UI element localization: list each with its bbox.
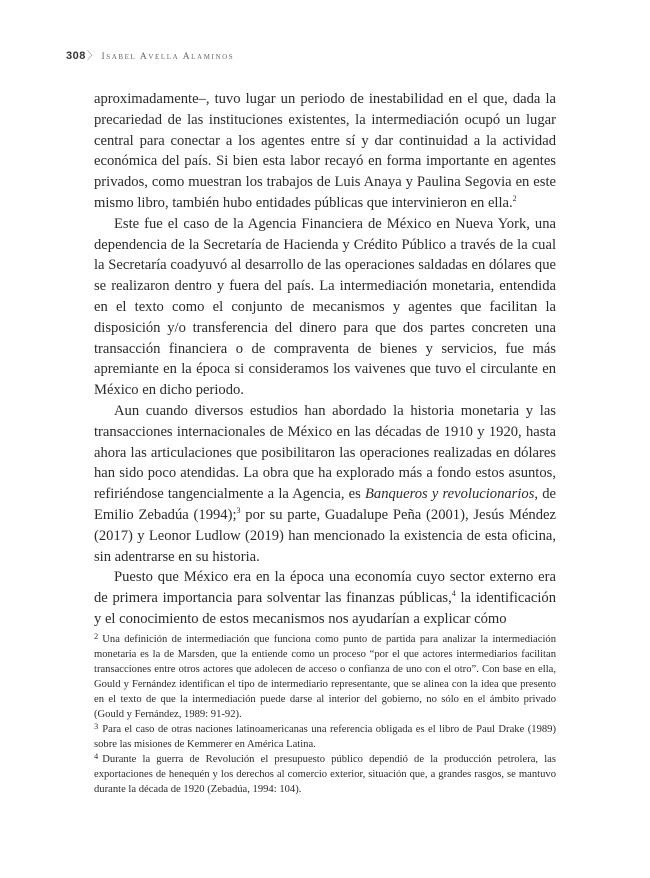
- book-title: Banqueros y revolucionarios: [365, 486, 535, 503]
- paragraph-4-text-a: Puesto que México era en la época una economía cuyo sector externo era de primera importancia para solventar las finanzas públicas,: [94, 569, 556, 607]
- body-text: [94, 89, 556, 630]
- footnote-4: [94, 752, 556, 797]
- paragraph-1-text: aproximadamente–, tuvo lugar un periodo de inestabilidad en el que, dada la precariedad de las instituciones existentes, la intermediación ocupó un lugar central para conectar a los agentes entre sí y dar continuidad a la actividad económica del país. Si bien esta labor recayó en forma importante en agentes privados, como muestran los trabajos de Luis Anaya y Paulina Segovia en este mismo libro, también hubo entidades públicas que intervinieron en ella.: [94, 91, 556, 211]
- footnote-4-text: Durante la guerra de Revolución el presupuesto público dependió de la producción petrolera, las exportaciones de henequén y los derechos al comercio exterior, situación que, a grandes rasgos, se mantuvo durante la década de 1920 (Zebadúa, 1994: 104).: [94, 754, 556, 795]
- footnote-3-text: Para el caso de otras naciones latinoamericanas una referencia obligada es el libro de Paul Drake (1989) sobre las misiones de Kemmerer en América Latina.: [94, 724, 556, 750]
- paragraph-4: [94, 567, 556, 629]
- footnote-3-number: 3: [94, 721, 99, 731]
- footnote-ref-3[interactable]: 3: [236, 505, 241, 515]
- running-head: [66, 47, 234, 63]
- paragraph-2: [94, 214, 556, 401]
- header-separator: 〉: [86, 50, 100, 62]
- paragraph-2-text: Este fue el caso de la Agencia Financiera de México en Nueva York, una dependencia de la Secretaría de Hacienda y Crédito Público a través de la cual la Secretaría coadyuvó al desarrollo de las operaciones saldadas en dólares que se realizaron dentro y fuera del país. La intermediación monetaria, entendida en el texto como el conjunto de mecanismos y agentes que facilitan la disposición y/o transferencia del dinero para que dos partes concreten una transacción financiera o de compraventa de bienes y servicios, fue más apremiante en la época si consideramos los vaivenes que tuvo el circulante en México en dicho periodo.: [94, 215, 556, 399]
- running-head-author: Isabel Avella Alaminos: [101, 52, 235, 62]
- paragraph-1: [94, 89, 556, 214]
- footnote-2: [94, 632, 556, 722]
- footnote-2-number: 2: [94, 631, 99, 641]
- paragraph-3-text-c: por su parte, Guadalupe Peña (2001), Jesús Méndez (2017) y Leonor Ludlow (2019) han mencionado la existencia de esta oficina, sin adentrarse en su historia.: [94, 506, 556, 565]
- footnote-4-number: 4: [94, 751, 99, 761]
- footnote-2-text: Una definición de intermediación que funciona como punto de partida para analizar la intermediación monetaria es la de Marsden, que la entiende como un proceso “por el que actores intermediarios facilitan transacciones entre otros actores que adolecen de acceso o confianza de uno con el otro”. Con base en ella, Gould y Fernández identifican el tipo de intermediario representante, que se alinea con la idea que presento en el texto de que la intermediación puede darse al interior del gobierno, no sólo en el ámbito privado (Gould y Fernández, 1989: 91-92).: [94, 634, 556, 720]
- paragraph-4-text-b: la identificación y el conocimiento de estos mecanismos nos ayudarían a explicar cómo: [94, 590, 557, 627]
- footnotes: [94, 632, 556, 797]
- page-number: 308: [66, 50, 86, 62]
- paragraph-3-text-a: Aun cuando diversos estudios han abordado la historia monetaria y las transacciones internacionales de México en las décadas de 1910 y 1920, hasta ahora las articulaciones que posibilitaron las operaciones realizadas en dólares han sido poco atendidas. La obra que ha explorado más a fondo estos asuntos, refiriéndose tangencialmente a la Agencia, es: [94, 402, 556, 503]
- paragraph-3-text-b: , de Emilio Zebadúa (1994);: [94, 486, 557, 523]
- paragraph-3: [94, 401, 556, 567]
- footnote-ref-4[interactable]: 4: [451, 589, 456, 599]
- footnote-3: [94, 722, 556, 752]
- footnote-ref-2[interactable]: 2: [512, 193, 517, 203]
